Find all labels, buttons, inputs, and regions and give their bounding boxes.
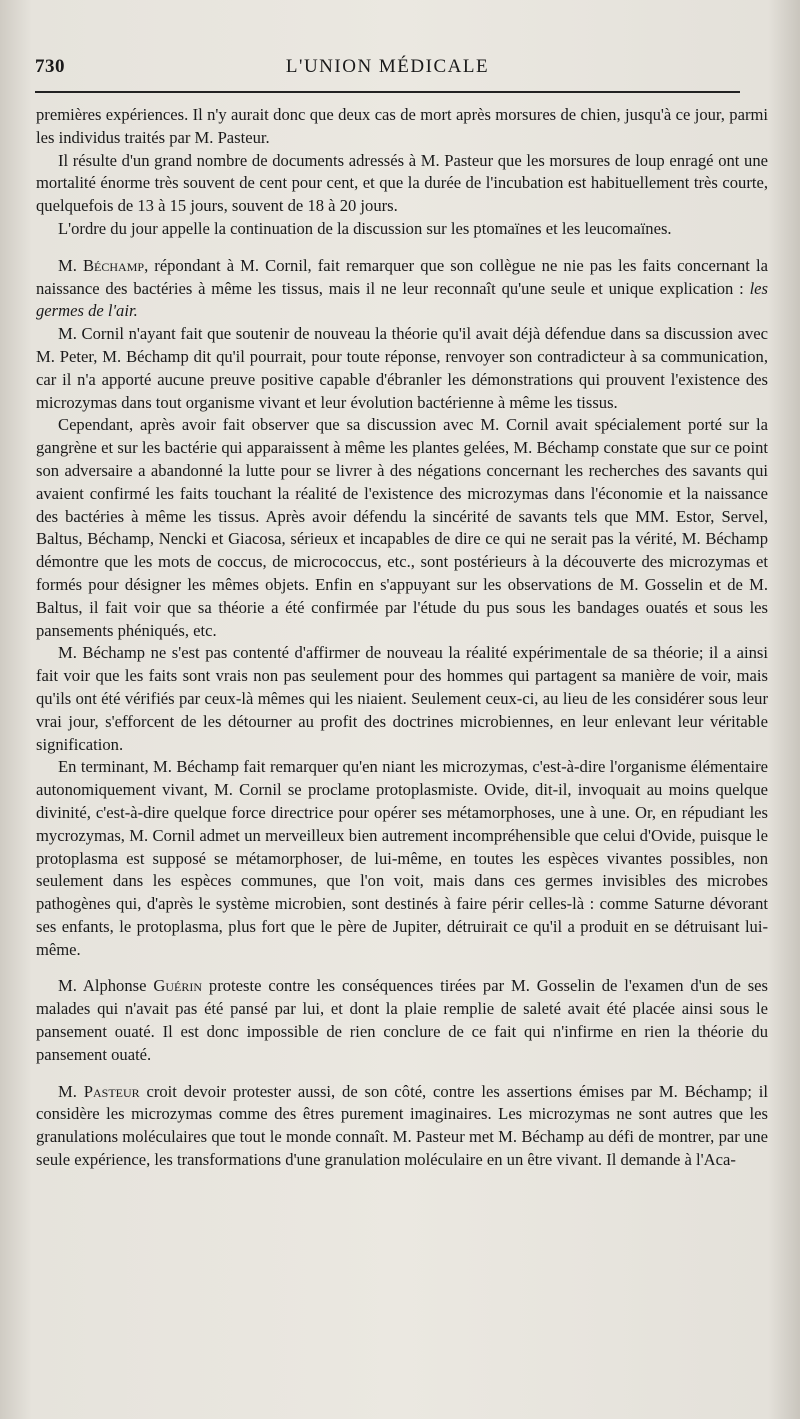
speaker-name: Béchamp <box>82 255 145 275</box>
paragraph <box>36 323 768 414</box>
text-run: L'ordre du jour appelle la continuation de la discussion sur les ptomaïnes et les leucomaïnes. <box>58 218 672 238</box>
text-run: Cependant, après avoir fait observer que sa discussion avec M. Cornil avait spécialement porté sur la gangrène et sur les bactérie qui apparaissent à même les plantes gelées, M. Béchamp constate que sur ce point son adversaire a abandonné la lutte pour se livrer à des négations concernant les recherches des savants qui avaient confirmé les faits touchant la réalité de l'existence des microzymas dans l'économie et la naissance des bactéries à même les tissus. Après avoir défendu la sincérité de savants tels que MM. Estor, Servel, Baltus, Béchamp, Nencki et Giacosa, sérieux et incapables de dire ce qui ne serait pas la vérité, M. Béchamp démontre que les mots de coccus, de micrococcus, etc., sont postérieurs à la découverte des microzymas et formés pour désigner les mêmes objets. Enfin en s'appuyant sur les observations de M. Gosselin et de M. Baltus, il fait voir que sa théorie a été confirmée par l'étude du pus sous les bandages ouatés et sous les pansements phéniqués, etc. <box>36 415 768 640</box>
text-run: M. Béchamp ne s'est pas contenté d'affirmer de nouveau la réalité expérimentale de sa théorie; il a ainsi fait voir que les faits sont vrais non pas seulement pour des hommes qui partagent sa manière de voir, mais qu'ils ont été vérifiés par ceux-là mêmes qui les niaient. Seulement ceux-ci, au lieu de les considérer sous leur vrai jour, s'efforcent de les détourner au profit des doctrines microbiennes, en leur enlevant leur véritable signification. <box>36 643 768 754</box>
text-run: M. <box>58 1081 84 1101</box>
paragraph <box>36 104 768 150</box>
text-run: proteste contre les conséquences tirées par M. Gosselin de l'examen d'un de ses malades qui n'avait pas été pansé par lui, et dont la plaie remplie de saleté avait été placée ainsi sous le pansement ouaté. Il est donc impossible de rien conclure de ce fait qui n'infirme en rien la théorie du pansement ouaté. <box>36 976 768 1064</box>
paragraph <box>36 255 768 323</box>
text-run: Il résulte d'un grand nombre de documents adressés à M. Pasteur que les morsures de loup enragé ont une mortalité énorme très souvent de cent pour cent, et que la durée de l'incubation est habituellement très courte, quelquefois de 13 à 15 jours, souvent de 18 à 20 jours. <box>36 150 768 216</box>
speaker-name: Guérin <box>153 976 203 996</box>
page-header <box>35 56 740 86</box>
paragraph <box>36 1081 768 1172</box>
text-run: M. <box>58 255 83 275</box>
page-number: 730 <box>35 56 65 77</box>
text-run: , répondant à M. Cornil, fait remarquer que son collègue ne nie pas les faits concernant la naissance des bactéries à même les tissus, mais il ne leur reconnaît qu'une seule et unique explication : <box>36 255 768 298</box>
article-body <box>36 104 768 1172</box>
text-run: M. Alphonse <box>58 976 154 996</box>
paragraph <box>36 756 768 961</box>
speaker-name: Pasteur <box>83 1081 140 1101</box>
paragraph <box>36 414 768 642</box>
running-title: L'UNION MÉDICALE <box>285 56 490 77</box>
paragraph <box>36 150 768 218</box>
paragraph <box>36 975 768 1066</box>
emphasis-text: les germes de l'air. <box>36 278 768 321</box>
text-run: M. Cornil n'ayant fait que soutenir de nouveau la théorie qu'il avait déjà défendue dans sa discussion avec M. Peter, M. Béchamp dit qu'il pourrait, pour toute réponse, renvoyer son contradicteur à sa communication, car il n'a apporté aucune preuve positive capable d'ébranler les démonstrations qui prouvent l'existence des microzymas dans tout organisme vivant et leur évolution bactérienne à même les tissus. <box>36 324 768 412</box>
text-run: premières expériences. Il n'y aurait donc que deux cas de mort après morsures de chien, jusqu'à ce jour, parmi les individus traités par M. Pasteur. <box>36 105 768 147</box>
text-run: croit devoir protester aussi, de son côté, contre les assertions émises par M. Béchamp; il considère les microzymas comme des êtres purement imaginaires. Les microzymas ne sont autres que les granulations moléculaires que tout le monde connaît. M. Pasteur met M. Béchamp au défi de montrer, par une seule expérience, les transformations d'une granulation moléculaire en un être vivant. Il demande à l'Aca- <box>36 1081 768 1170</box>
paragraph <box>36 642 768 756</box>
header-rule <box>35 91 740 93</box>
paragraph <box>36 218 768 241</box>
text-run: En terminant, M. Béchamp fait remarquer qu'en niant les microzymas, c'est-à-dire l'organisme élémentaire autonomiquement vivant, M. Cornil se proclame protoplasmiste. Ovide, dit-il, invoquait au moins quelque divinité, c'est-à-dire quelque force directrice pour opérer ses métamorphoses, une à une. Or, en répudiant les mycrozymas, M. Cornil admet un merveilleux bien autrement incompréhensible que celui d'Ovide, puisque le protoplasma est supposé se métamorphoser, de lui-même, en toutes les espèces vivantes possibles, non seulement dans les espèces communes, que l'on voit, mais dans ces germes invisibles des microbes pathogènes qui, d'après le système microbien, sont destinés à faire périr celles-là : comme Saturne dévorant ses enfants, le protoplasma, plus fort que le père de Jupiter, détruirait ce qu'il a produit en se détruisant lui-même. <box>36 757 768 959</box>
